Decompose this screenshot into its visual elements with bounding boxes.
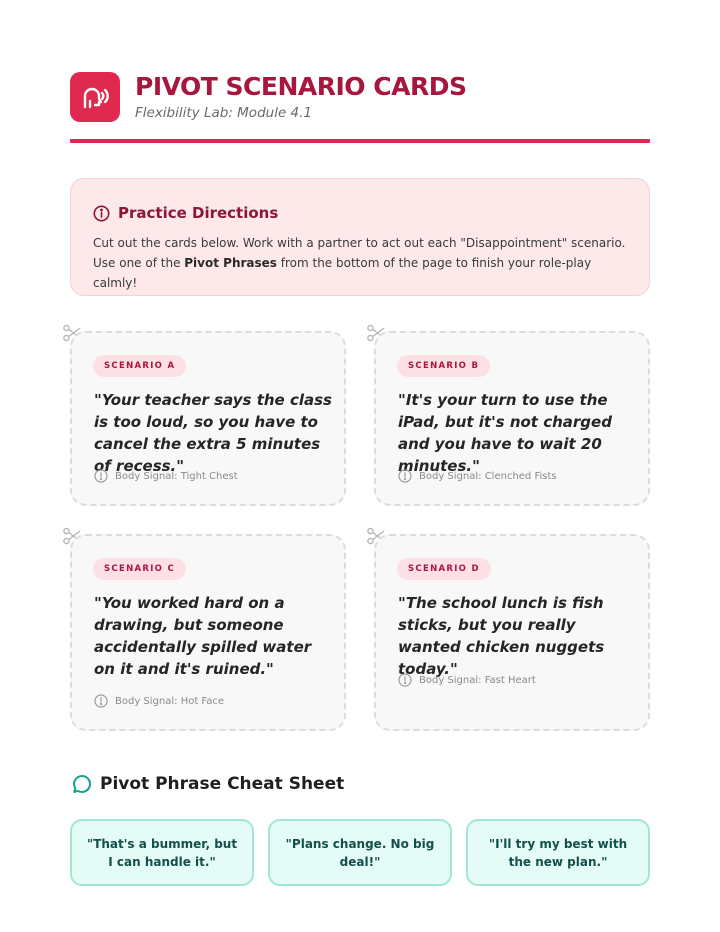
directions-text bbox=[93, 233, 633, 293]
pivot-phrase-card: "I'll try my best with the new plan." bbox=[466, 819, 650, 886]
scenario-quote: "It's your turn to use the iPad, but it's not charged and you have to wait 20 minutes." bbox=[398, 391, 612, 475]
alert-circle-icon bbox=[398, 673, 412, 687]
body-signal bbox=[398, 673, 536, 687]
page-header bbox=[70, 72, 650, 144]
scenario-card-d bbox=[374, 534, 650, 731]
scenario-card-b bbox=[374, 331, 650, 506]
body-signal-label: Body Signal: Clenched Fists bbox=[419, 470, 557, 482]
scenario-badge: SCENARIO D bbox=[397, 558, 491, 580]
body-signal-label: Body Signal: Hot Face bbox=[115, 695, 225, 707]
scenario-card-c bbox=[70, 534, 346, 731]
alert-circle-icon bbox=[94, 469, 108, 483]
body-signal bbox=[94, 694, 224, 708]
speaking-head-icon bbox=[70, 72, 120, 122]
cheat-sheet-title: Pivot Phrase Cheat Sheet bbox=[100, 774, 345, 794]
page-subtitle: Flexibility Lab: Module 4.1 bbox=[135, 105, 313, 121]
practice-directions-box bbox=[70, 178, 650, 296]
directions-title: Practice Directions bbox=[118, 204, 279, 222]
scenario-quote: "Your teacher says the class is too loud, so you have to cancel the extra 5 minutes of recess." bbox=[94, 391, 332, 475]
pivot-phrase-card: "Plans change. No big deal!" bbox=[268, 819, 452, 886]
header-divider bbox=[70, 139, 650, 143]
info-icon bbox=[93, 205, 110, 222]
directions-text-part: Cut out the cards below. Work with a partner to act out each "Disappointment" scenario. Use one of the bbox=[93, 236, 626, 270]
directions-text-emphasis: Pivot Phrases bbox=[184, 256, 277, 270]
cheat-sheet-heading bbox=[72, 774, 344, 794]
body-signal-label: Body Signal: Tight Chest bbox=[115, 470, 238, 482]
body-signal-label: Body Signal: Fast Heart bbox=[419, 674, 536, 686]
scenario-badge: SCENARIO C bbox=[93, 558, 186, 580]
scenario-card-a bbox=[70, 331, 346, 506]
page-title: PIVOT SCENARIO CARDS bbox=[135, 72, 467, 101]
directions-text-part: from the bottom of the page to finish your role-play calmly! bbox=[93, 256, 592, 290]
directions-heading bbox=[93, 204, 278, 222]
scenario-quote: "You worked hard on a drawing, but someone accidentally spilled water on it and it's ruined." bbox=[94, 594, 312, 678]
scenario-badge: SCENARIO A bbox=[93, 355, 186, 377]
alert-circle-icon bbox=[94, 694, 108, 708]
alert-circle-icon bbox=[398, 469, 412, 483]
body-signal bbox=[398, 469, 557, 483]
body-signal bbox=[94, 469, 238, 483]
scenario-badge: SCENARIO B bbox=[397, 355, 490, 377]
speech-bubble-icon bbox=[72, 774, 92, 794]
scenario-quote: "The school lunch is fish sticks, but you really wanted chicken nuggets today." bbox=[398, 594, 605, 678]
pivot-phrase-card: "That's a bummer, but I can handle it." bbox=[70, 819, 254, 886]
